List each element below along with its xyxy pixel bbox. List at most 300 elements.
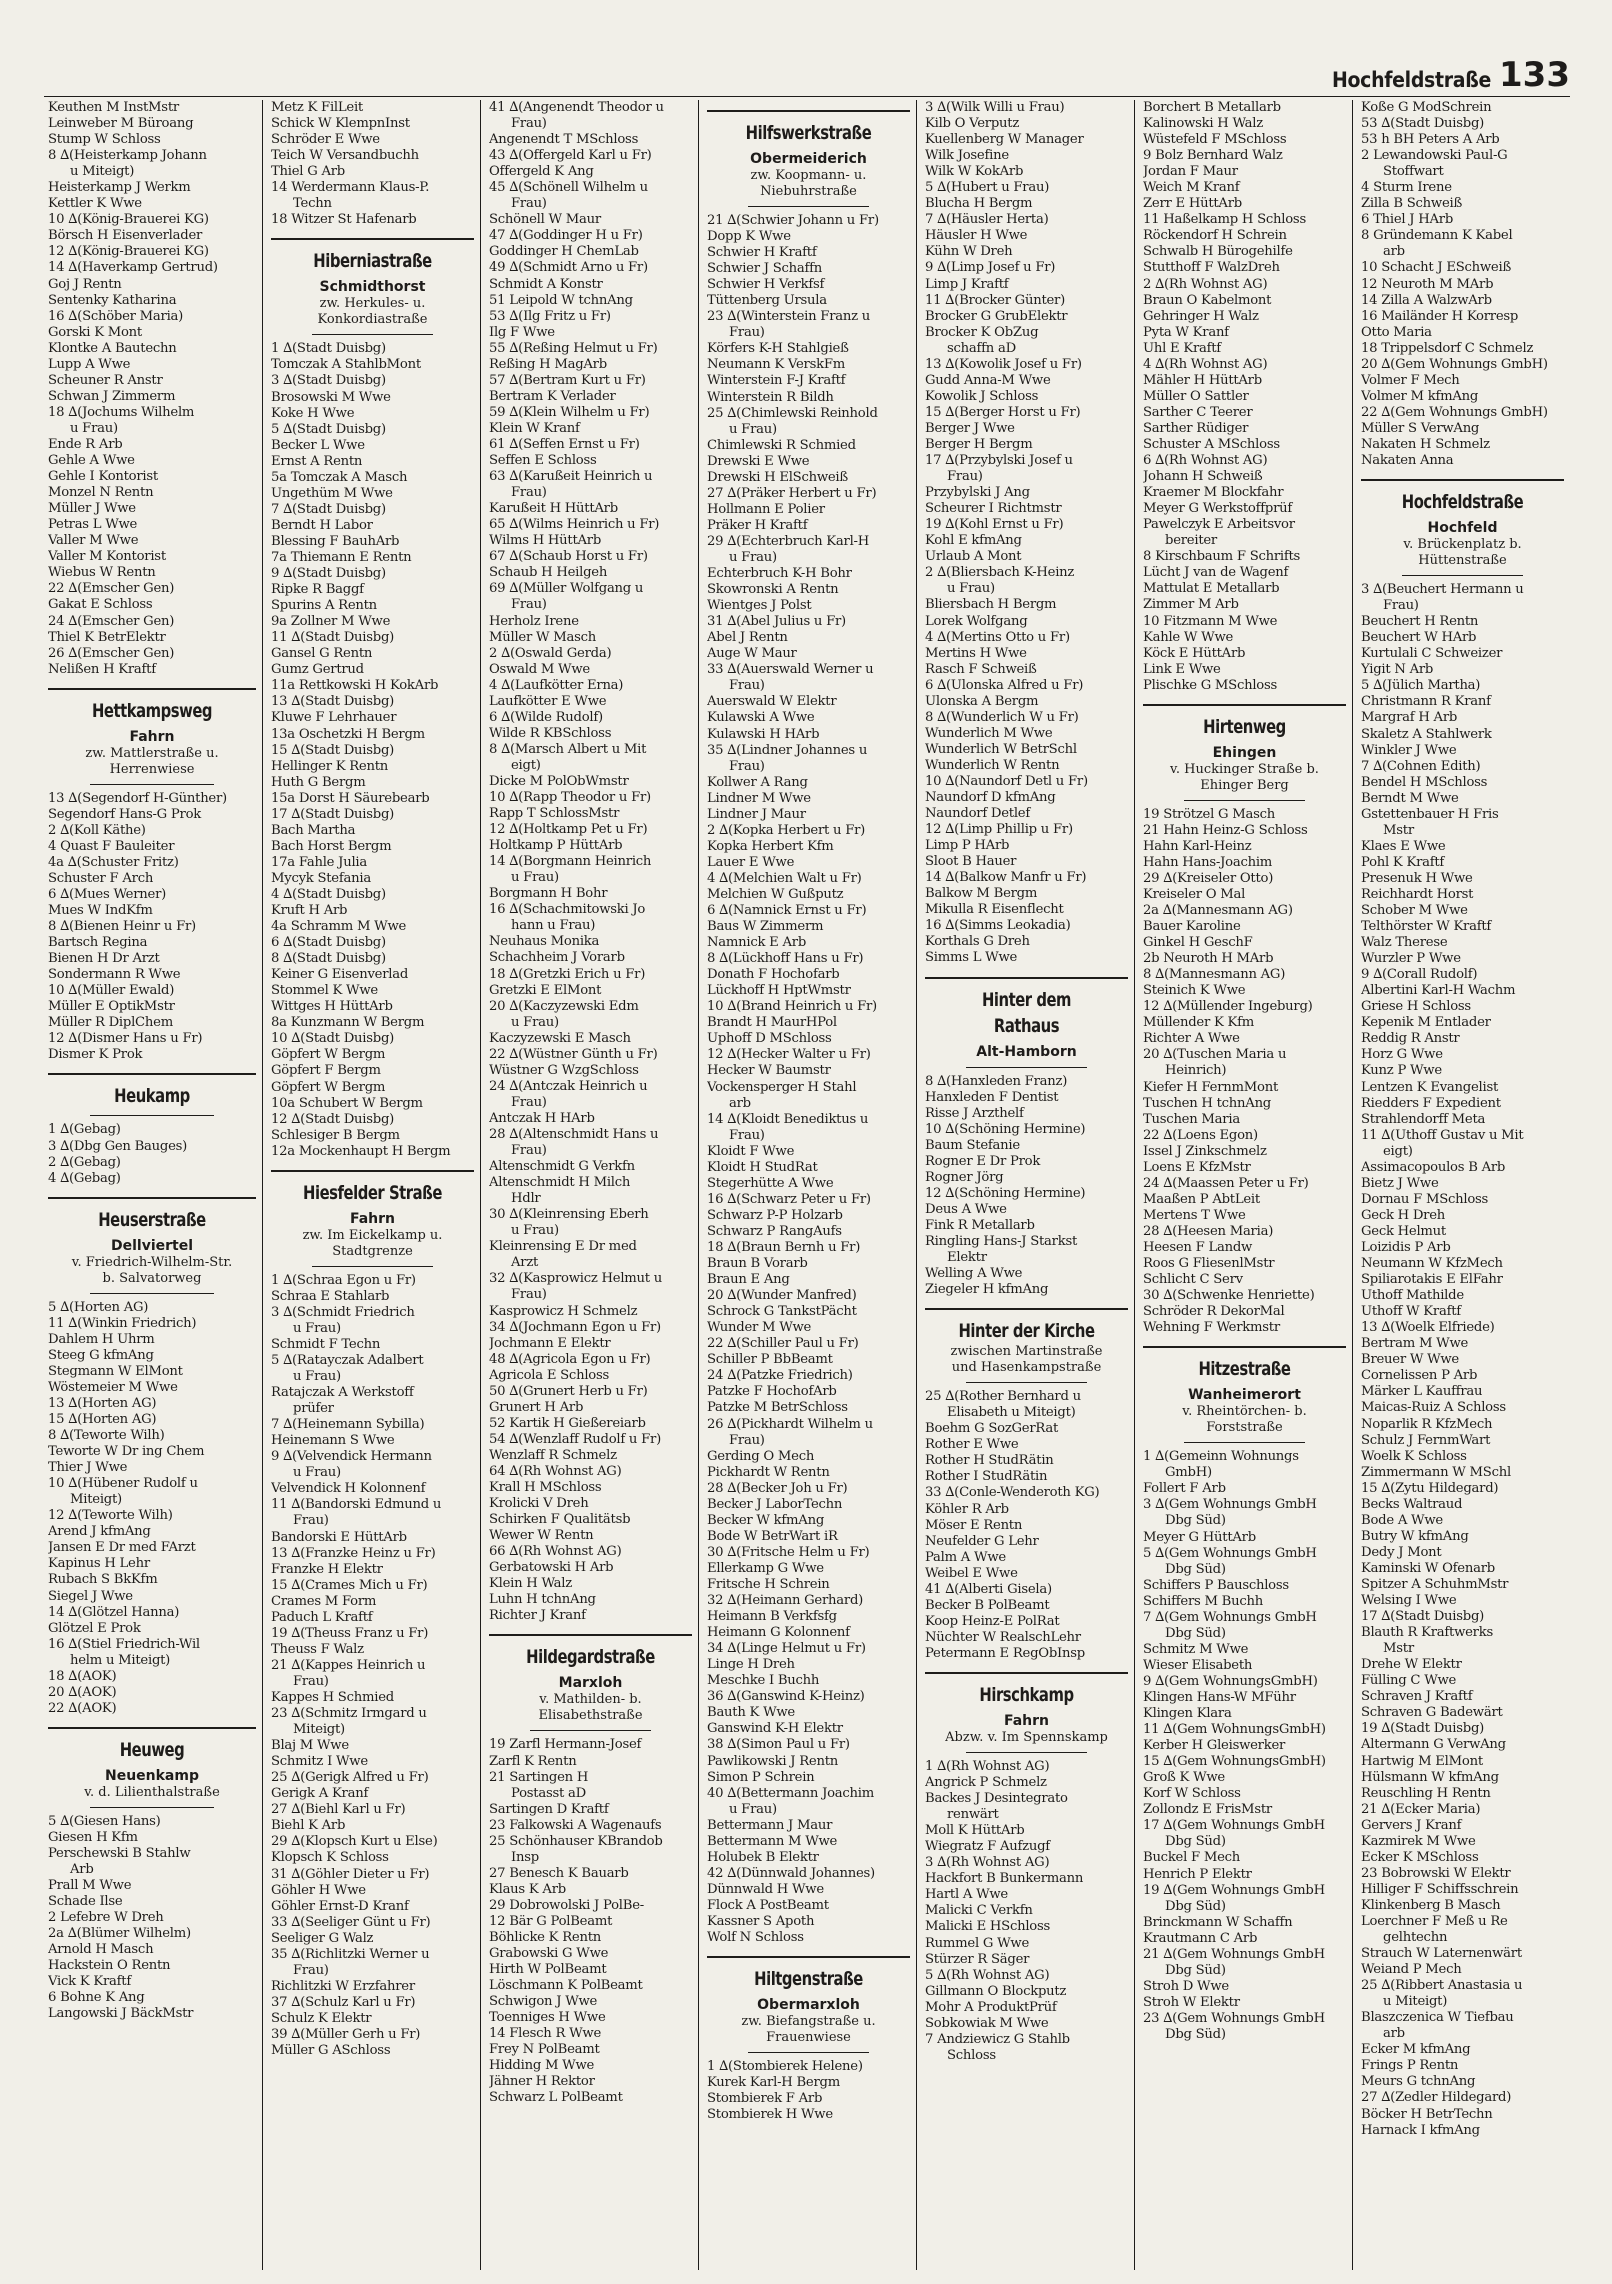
directory-entry: Kowolik J Schloss bbox=[925, 388, 1039, 404]
directory-entry: 10 ∆(Brand Heinrich u Fr) bbox=[707, 999, 877, 1015]
directory-entry: Palm A Wwe bbox=[925, 1549, 1006, 1565]
directory-entry: Tomczak A StahlbMont bbox=[271, 357, 421, 373]
directory-entry: Wiebus W Rentn bbox=[48, 565, 156, 581]
directory-entry: 9 ∆(Stadt Duisbg) bbox=[271, 566, 386, 582]
directory-entry: Schlicht C Serv bbox=[1143, 1272, 1243, 1288]
directory-entry: Arend J kfmAng bbox=[48, 1524, 151, 1540]
section-subrule bbox=[90, 1115, 215, 1116]
entry-continuation: Dbg Süd) bbox=[1165, 1625, 1226, 1641]
section-subrule bbox=[966, 1067, 1088, 1068]
directory-entry: Bach Martha bbox=[271, 822, 356, 838]
directory-entry: Prall M Wwe bbox=[48, 1878, 132, 1894]
directory-entry: 9a Zollner M Wwe bbox=[271, 614, 391, 630]
directory-entry: Grunert H Arb bbox=[489, 1399, 584, 1415]
directory-entry: Kepenik M Entlader bbox=[1361, 1015, 1491, 1031]
directory-entry: 2 ∆(Bliersbach K-Heinz bbox=[925, 565, 1075, 581]
directory-entry: 21 Hahn Heinz-G Schloss bbox=[1143, 822, 1308, 838]
entry-continuation: u Frau) bbox=[511, 1223, 559, 1239]
directory-entry: Drewski H ElSchweiß bbox=[707, 469, 848, 485]
directory-entry: Karußeit H HüttArb bbox=[489, 501, 618, 517]
directory-entry: 11 Haßelkamp H Schloss bbox=[1143, 212, 1306, 228]
entry-continuation: Frau) bbox=[511, 1287, 547, 1303]
directory-entry: 4a ∆(Schuster Fritz) bbox=[48, 854, 179, 870]
directory-entry: Müllender K Kfm bbox=[1143, 1015, 1255, 1031]
directory-entry: Drewski E Wwe bbox=[707, 453, 810, 469]
directory-entry: Wenzlaff R Schmelz bbox=[489, 1447, 617, 1463]
entry-continuation: Dbg Süd) bbox=[1165, 1962, 1226, 1978]
directory-entry: 13 ∆(Segendorf H-Günther) bbox=[48, 790, 227, 806]
directory-entry: Geck Helmut bbox=[1361, 1223, 1446, 1239]
directory-entry: Scheuner R Anstr bbox=[48, 372, 163, 388]
directory-entry: 2 ∆(Kopka Herbert u Fr) bbox=[707, 822, 866, 838]
directory-entry: Limp J Kraftf bbox=[925, 276, 1009, 292]
directory-entry: Klopsch K Schloss bbox=[271, 1850, 389, 1866]
entry-continuation: Frau) bbox=[511, 1094, 547, 1110]
directory-entry: Mertens T Wwe bbox=[1143, 1207, 1246, 1223]
section-rule bbox=[271, 238, 474, 240]
directory-entry: Wunderlich W Rentn bbox=[925, 757, 1060, 773]
directory-entry: 6 ∆(Mues Werner) bbox=[48, 886, 167, 902]
directory-entry: Schiffers P Bauschloss bbox=[1143, 1577, 1289, 1593]
directory-entry: Jordan F Maur bbox=[1143, 164, 1238, 180]
directory-entry: Patzke F HochofArb bbox=[707, 1384, 837, 1400]
directory-entry: Hartl A Wwe bbox=[925, 1887, 1008, 1903]
directory-entry: Fink R Metallarb bbox=[925, 1217, 1035, 1233]
entry-continuation: Postasst aD bbox=[511, 1785, 586, 1801]
directory-entry: Böcker H BetrTechn bbox=[1361, 2106, 1493, 2122]
directory-entry: Herholz Irene bbox=[489, 613, 579, 629]
directory-entry: Gansel G Rentn bbox=[271, 646, 373, 662]
directory-entry: Lorek Wolfgang bbox=[925, 613, 1028, 629]
directory-entry: Schwarz L PolBeamt bbox=[489, 2090, 623, 2106]
section-rule bbox=[48, 688, 256, 690]
directory-entry: Schwier H Kraftf bbox=[707, 245, 817, 261]
directory-entry: Schick W KlempnInst bbox=[271, 116, 410, 132]
directory-entry: 29 ∆(Kreiseler Otto) bbox=[1143, 870, 1274, 886]
directory-entry: Klaus K Arb bbox=[489, 1881, 566, 1897]
directory-entry: Stutthoff F WalzDreh bbox=[1143, 260, 1280, 276]
directory-entry: Seffen E Schloss bbox=[489, 453, 597, 469]
directory-entry: Koop Heinz-E PolRat bbox=[925, 1613, 1060, 1629]
street-section-header bbox=[489, 1634, 692, 1731]
directory-entry: 4a Schramm M Wwe bbox=[271, 919, 407, 935]
street-extent: Stadtgrenze bbox=[332, 1243, 413, 1259]
directory-entry: 14 ∆(Balkow Manfr u Fr) bbox=[925, 870, 1087, 886]
section-subrule bbox=[966, 1382, 1088, 1383]
directory-entry: Hackstein O Rentn bbox=[48, 1958, 171, 1974]
directory-entry: 9 ∆(Velvendick Hermann bbox=[271, 1449, 432, 1465]
directory-entry: 14 Zilla A WalzwArb bbox=[1361, 292, 1492, 308]
directory-entry: Ziegeler H kfmAng bbox=[925, 1282, 1049, 1298]
directory-entry: Ilg F Wwe bbox=[489, 324, 555, 340]
entry-continuation: Frau) bbox=[947, 469, 983, 485]
entry-continuation: u Frau) bbox=[293, 1465, 341, 1481]
directory-entry: 7 Andziewicz G Stahlb bbox=[925, 2031, 1070, 2047]
directory-entry: 38 ∆(Simon Paul u Fr) bbox=[707, 1737, 850, 1753]
directory-entry: Schmitz M Wwe bbox=[1143, 1641, 1249, 1657]
directory-entry: Plischke G MSchloss bbox=[1143, 677, 1278, 693]
directory-entry: 16 Mailänder H Korresp bbox=[1361, 308, 1519, 324]
entry-continuation: Arb bbox=[70, 1862, 94, 1878]
directory-entry: 31 ∆(Abel Julius u Fr) bbox=[707, 614, 846, 630]
directory-entry: Velvendick H Kolonnenf bbox=[271, 1481, 426, 1497]
directory-entry: 41 ∆(Angenendt Theodor u bbox=[489, 100, 664, 115]
directory-entry: Kerber H Gleiswerker bbox=[1143, 1738, 1286, 1754]
directory-entry: Roos G FliesenlMstr bbox=[1143, 1256, 1275, 1272]
directory-entry: 19 Strötzel G Masch bbox=[1143, 806, 1275, 822]
directory-entry: Uthoff W Kraftf bbox=[1361, 1304, 1461, 1320]
directory-entry: Stommel K Wwe bbox=[271, 983, 378, 999]
directory-entry: Butry W kfmAng bbox=[1361, 1528, 1469, 1544]
entry-continuation: Stoffwart bbox=[1383, 164, 1444, 180]
directory-entry: Nüchter W RealschLehr bbox=[925, 1629, 1081, 1645]
directory-entry: 61 ∆(Seffen Ernst u Fr) bbox=[489, 436, 640, 452]
directory-entry: Brosowski M Wwe bbox=[271, 389, 391, 405]
directory-entry: Schrock G TankstPächt bbox=[707, 1304, 857, 1320]
directory-entry: 36 ∆(Ganswind K-Heinz) bbox=[707, 1689, 865, 1705]
directory-entry: 22 ∆(Loens Egon) bbox=[1143, 1127, 1258, 1143]
directory-entry: Müller O Sattler bbox=[1143, 388, 1249, 404]
directory-entry: 10 ∆(Stadt Duisbg) bbox=[271, 1031, 395, 1047]
directory-entry: Luhn H tchnAng bbox=[489, 1592, 596, 1608]
directory-entry: 11 ∆(Gem WohnungsGmbH) bbox=[1143, 1722, 1326, 1738]
directory-entry: Kraemer M Blockfahr bbox=[1143, 485, 1284, 501]
directory-entry: Göpfert F Bergm bbox=[271, 1063, 381, 1079]
directory-entry: Schwan J Zimmerm bbox=[48, 388, 176, 404]
directory-entry: Müller S VerwAng bbox=[1361, 420, 1480, 436]
directory-entry: 18 ∆(Jochums Wilhelm bbox=[48, 404, 195, 420]
entry-continuation: u Miteigt) bbox=[1383, 1994, 1448, 2010]
directory-entry: Toenniges H Wwe bbox=[489, 2010, 606, 2026]
directory-entry: 23 ∆(Winterstein Franz u bbox=[707, 309, 870, 325]
directory-entry: Reddig R Anstr bbox=[1361, 1031, 1460, 1047]
entry-continuation: Frau) bbox=[511, 116, 547, 132]
directory-entry: 33 ∆(Conle-Wenderoth KG) bbox=[925, 1485, 1100, 1501]
district-name: Hochfeld bbox=[1427, 520, 1498, 537]
directory-entry: 6 ∆(Wilde Rudolf) bbox=[489, 709, 603, 725]
section-rule bbox=[1143, 1346, 1346, 1348]
directory-entry: Scheurer I Richtmstr bbox=[925, 501, 1062, 517]
directory-entry: Lauer E Wwe bbox=[707, 854, 795, 870]
directory-entry: Ripke R Baggf bbox=[271, 582, 364, 598]
directory-entry: Kapinus H Lehr bbox=[48, 1556, 150, 1572]
directory-entry: Zimmermann W MSchl bbox=[1361, 1464, 1511, 1480]
directory-entry: Becks Waltraud bbox=[1361, 1496, 1463, 1512]
directory-entry: Ratajczak A Werkstoff bbox=[271, 1385, 414, 1401]
directory-entry: Ungethüm M Wwe bbox=[271, 485, 393, 501]
directory-entry: Kiefer H FernmMont bbox=[1143, 1079, 1279, 1095]
directory-entry: 22 ∆(AOK) bbox=[48, 1700, 117, 1716]
directory-entry: 67 ∆(Schaub Horst u Fr) bbox=[489, 549, 648, 565]
directory-entry: 2 Lewandowski Paul-G bbox=[1361, 148, 1508, 164]
directory-entry: Gehringer H Walz bbox=[1143, 308, 1259, 324]
directory-columns bbox=[44, 100, 1570, 2270]
directory-entry: 7 ∆(Stadt Duisbg) bbox=[271, 501, 386, 517]
directory-entry: Korthals G Dreh bbox=[925, 934, 1030, 950]
directory-entry: Klontke A Bautechn bbox=[48, 340, 177, 356]
entry-continuation: Mstr bbox=[1383, 822, 1414, 838]
directory-entry: Thiel G Arb bbox=[271, 164, 345, 180]
directory-entry: Kettler K Wwe bbox=[48, 196, 142, 212]
directory-entry: 12 ∆(Hecker Walter u Fr) bbox=[707, 1047, 871, 1063]
directory-entry: Kühn W Dreh bbox=[925, 244, 1013, 260]
directory-entry: Goddinger H ChemLab bbox=[489, 244, 639, 260]
directory-entry: 54 ∆(Wenzlaff Rudolf u Fr) bbox=[489, 1431, 661, 1447]
directory-entry: Börsch H Eisenverlader bbox=[48, 228, 203, 244]
directory-entry: Assimacopoulos B Arb bbox=[1361, 1159, 1506, 1175]
directory-entry: Kappes H Schmied bbox=[271, 1689, 394, 1705]
directory-entry: Boehm G SozGerRat bbox=[925, 1421, 1059, 1437]
directory-entry: 10 ∆(Schöning Hermine) bbox=[925, 1121, 1086, 1137]
directory-entry: Kunz P Wwe bbox=[1361, 1063, 1442, 1079]
directory-entry: 3 ∆(Schmidt Friedrich bbox=[271, 1304, 415, 1320]
directory-entry: Keuthen M InstMstr bbox=[48, 100, 179, 115]
directory-entry: Spiliarotakis E ElFahr bbox=[1361, 1272, 1503, 1288]
directory-entry: Bode A Wwe bbox=[1361, 1512, 1443, 1528]
section-subrule bbox=[1184, 800, 1306, 801]
directory-entry: 4 Quast F Bauleiter bbox=[48, 838, 175, 854]
directory-entry: 10 Fitzmann M Wwe bbox=[1143, 613, 1278, 629]
directory-entry: Meyer G HüttArb bbox=[1143, 1529, 1256, 1545]
entry-continuation: arb bbox=[729, 1095, 751, 1111]
directory-entry: 19 ∆(Stadt Duisbg) bbox=[1361, 1721, 1485, 1737]
directory-entry: 4 ∆(Stadt Duisbg) bbox=[271, 886, 386, 902]
directory-entry: 2a ∆(Blümer Wilhelm) bbox=[48, 1926, 191, 1942]
directory-entry: Kulawski A Wwe bbox=[707, 710, 815, 726]
directory-entry: Brocker K ObZug bbox=[925, 324, 1039, 340]
entry-continuation: Dbg Süd) bbox=[1165, 1561, 1226, 1577]
directory-entry: 42 ∆(Dünnwald Johannes) bbox=[707, 1865, 875, 1881]
street-section-header bbox=[925, 1672, 1128, 1753]
directory-entry: Jansen E Dr med FArzt bbox=[48, 1540, 196, 1556]
directory-entry: 4 ∆(Melchien Walt u Fr) bbox=[707, 870, 862, 886]
street-extent: v. Rheintörchen- b. bbox=[1182, 1404, 1307, 1420]
directory-entry: Rother E Wwe bbox=[925, 1437, 1019, 1453]
directory-entry: Kreiseler O Mal bbox=[1143, 886, 1246, 902]
street-extent: v. Brückenplatz b. bbox=[1403, 537, 1522, 553]
directory-entry: 12 ∆(Teworte Wilh) bbox=[48, 1508, 173, 1524]
directory-entry: Walz Therese bbox=[1361, 935, 1448, 951]
directory-entry: 25 Schönhauser KBrandob bbox=[489, 1833, 663, 1849]
directory-entry: Hidding M Wwe bbox=[489, 2058, 595, 2074]
directory-entry: Pyta W Kranf bbox=[1143, 324, 1229, 340]
directory-entry: Issel J Zinkschmelz bbox=[1143, 1143, 1267, 1159]
directory-entry: Flock A PostBeamt bbox=[707, 1897, 829, 1913]
directory-entry: 18 Trippelsdorf C Schmelz bbox=[1361, 340, 1534, 356]
directory-entry: Brandt H MaurHPol bbox=[707, 1015, 837, 1031]
street-section-header bbox=[925, 977, 1128, 1068]
directory-entry: Kohl E kfmAng bbox=[925, 533, 1022, 549]
directory-entry: Grabowski G Wwe bbox=[489, 1946, 609, 1962]
directory-entry: 33 ∆(Seeliger Günt u Fr) bbox=[271, 1914, 431, 1930]
directory-entry: Hollmann E Polier bbox=[707, 501, 825, 517]
directory-entry: Schröder E Wwe bbox=[271, 132, 380, 148]
directory-entry: Loerchner F Meß u Re bbox=[1361, 1913, 1508, 1929]
directory-entry: Teich W Versandbuchh bbox=[271, 148, 419, 164]
street-name: Hirschkamp bbox=[979, 1683, 1074, 1706]
entry-continuation: eigt) bbox=[511, 757, 541, 773]
directory-entry: Zarfl K Rentn bbox=[489, 1753, 577, 1769]
directory-entry: Donath F Hochofarb bbox=[707, 967, 840, 983]
directory-entry: Thier J Wwe bbox=[48, 1460, 128, 1476]
directory-entry: Gorski K Mont bbox=[48, 324, 142, 340]
street-extent: zw. Mattlerstraße u. bbox=[85, 745, 219, 761]
entry-continuation: Frau) bbox=[729, 1127, 765, 1143]
directory-entry: 25 ∆(Chimlewski Reinhold bbox=[707, 405, 878, 421]
entry-continuation: u Frau) bbox=[729, 1801, 777, 1817]
district-name: Schmidthorst bbox=[319, 279, 426, 296]
directory-entry: Stroh W Elektr bbox=[1143, 1994, 1240, 2010]
directory-entry: 3 ∆(Wilk Willi u Frau) bbox=[925, 100, 1065, 115]
directory-entry: Linge H Dreh bbox=[707, 1657, 795, 1673]
directory-entry: 12a Mockenhaupt H Bergm bbox=[271, 1143, 451, 1159]
entry-continuation: Frau) bbox=[511, 485, 547, 501]
directory-entry: 34 ∆(Jochmann Egon u Fr) bbox=[489, 1319, 661, 1335]
directory-entry: 2 ∆(Rh Wohnst AG) bbox=[1143, 276, 1268, 292]
entry-continuation: u Frau) bbox=[729, 421, 777, 437]
directory-entry: 19 ∆(Gem Wohnungs GmbH bbox=[1143, 1882, 1325, 1898]
directory-entry: 10 ∆(Naundorf Detl u Fr) bbox=[925, 773, 1088, 789]
directory-entry: Meyer G Werkstoffprüf bbox=[1143, 501, 1293, 517]
directory-entry: 26 ∆(Emscher Gen) bbox=[48, 645, 175, 661]
directory-entry: Holubek B Elektr bbox=[707, 1849, 819, 1865]
section-rule bbox=[925, 977, 1128, 979]
directory-entry: 12 ∆(Schöning Hermine) bbox=[925, 1185, 1086, 1201]
directory-entry: Uphoff D MSchloss bbox=[707, 1031, 832, 1047]
directory-entry: Dünnwald H Wwe bbox=[707, 1881, 824, 1897]
street-section-header bbox=[48, 688, 256, 785]
directory-entry: Monzel N Rentn bbox=[48, 485, 154, 501]
section-subrule bbox=[748, 2052, 870, 2053]
directory-entry: Petras L Wwe bbox=[48, 517, 138, 533]
directory-entry: 18 ∆(Gretzki Erich u Fr) bbox=[489, 966, 646, 982]
directory-entry: 25 ∆(Rother Bernhard u bbox=[925, 1389, 1081, 1405]
entry-continuation: Frau) bbox=[1383, 598, 1419, 614]
directory-entry: Kluwe F Lehrhauer bbox=[271, 710, 397, 726]
directory-entry: 53 ∆(Stadt Duisbg) bbox=[1361, 116, 1485, 132]
directory-entry: Dornau F MSchloss bbox=[1361, 1191, 1489, 1207]
directory-entry: Fülling C Wwe bbox=[1361, 1673, 1457, 1689]
section-rule bbox=[489, 1634, 692, 1636]
directory-entry: Bach Horst Bergm bbox=[271, 838, 392, 854]
directory-entry: 18 ∆(AOK) bbox=[48, 1668, 117, 1684]
directory-entry: Nelißen H Kraftf bbox=[48, 661, 156, 677]
directory-entry: Mycyk Stefania bbox=[271, 870, 371, 886]
directory-entry: Tuschen H tchnAng bbox=[1143, 1095, 1271, 1111]
directory-entry: Welling A Wwe bbox=[925, 1266, 1023, 1282]
directory-entry: 29 Dobrowolski J PolBe- bbox=[489, 1897, 644, 1913]
directory-entry: 1 ∆(Rh Wohnst AG) bbox=[925, 1758, 1050, 1774]
directory-entry: 21 ∆(Gem Wohnungs GmbH bbox=[1143, 1946, 1325, 1962]
directory-entry: 7 ∆(Gem Wohnungs GmbH bbox=[1143, 1609, 1317, 1625]
directory-entry: 21 ∆(Kappes Heinrich u bbox=[271, 1657, 426, 1673]
directory-entry: 6 ∆(Namnick Ernst u Fr) bbox=[707, 903, 867, 919]
directory-entry: Müller J Wwe bbox=[48, 501, 136, 517]
directory-entry: Gstettenbauer H Fris bbox=[1361, 806, 1499, 822]
directory-entry: 21 ∆(Schwier Johann u Fr) bbox=[707, 213, 879, 228]
street-extent: zw. Koopmann- u. bbox=[750, 168, 867, 183]
directory-entry: 23 ∆(Schmitz Irmgard u bbox=[271, 1706, 427, 1722]
directory-entry: Kloidt F Wwe bbox=[707, 1143, 795, 1159]
directory-entry: 4 ∆(Laufkötter Erna) bbox=[489, 677, 624, 693]
directory-entry: Wöstemeier M Wwe bbox=[48, 1379, 178, 1395]
directory-entry: Auerswald W Elektr bbox=[707, 694, 837, 710]
entry-continuation: eigt) bbox=[1383, 1143, 1413, 1159]
directory-entry: Kilb O Verputz bbox=[925, 116, 1020, 132]
directory-entry: Winterstein F-J Kraftf bbox=[707, 373, 846, 389]
directory-entry: Rubach S BkKfm bbox=[48, 1572, 158, 1588]
directory-entry: Gehle A Wwe bbox=[48, 453, 135, 469]
directory-entry: Bendel H MSchloss bbox=[1361, 774, 1488, 790]
directory-entry: Sentenky Katharina bbox=[48, 292, 177, 308]
district-name: Neuenkamp bbox=[104, 1767, 199, 1784]
header-rule bbox=[44, 96, 1570, 97]
directory-entry: 10 ∆(Hübener Rudolf u bbox=[48, 1476, 198, 1492]
street-section-header bbox=[1143, 704, 1346, 801]
directory-entry: 53 h BH Peters A Arb bbox=[1361, 132, 1500, 148]
directory-entry: Klinkenberg B Masch bbox=[1361, 1897, 1501, 1913]
directory-entry: 53 ∆(Ilg Fritz u Fr) bbox=[489, 308, 611, 324]
directory-entry: Ecker M kfmAng bbox=[1361, 2042, 1471, 2058]
directory-entry: Maicas-Ruiz A Schloss bbox=[1361, 1400, 1506, 1416]
directory-entry: Wilk Josefine bbox=[925, 148, 1009, 164]
directory-entry: Kollwer A Rang bbox=[707, 774, 808, 790]
directory-entry: Neumann W KfzMech bbox=[1361, 1256, 1503, 1272]
directory-entry: Kassner S Apoth bbox=[707, 1913, 815, 1929]
directory-entry: Koße G ModSchrein bbox=[1361, 100, 1492, 115]
directory-entry: Malicki C Verkfn bbox=[925, 1903, 1033, 1919]
directory-entry: 1 ∆(Stadt Duisbg) bbox=[271, 341, 386, 357]
directory-entry: Margraf H Arb bbox=[1361, 710, 1458, 726]
directory-entry: 20 ∆(Gem Wohnungs GmbH) bbox=[1361, 356, 1548, 372]
directory-entry: Reßing H MagArb bbox=[489, 356, 607, 372]
directory-entry: Baus W Zimmerm bbox=[707, 919, 824, 935]
directory-entry: Ellerkamp G Wwe bbox=[707, 1560, 824, 1576]
district-name: Obermarxloh bbox=[757, 1997, 860, 2014]
directory-entry: 21 Sartingen H bbox=[489, 1769, 589, 1785]
directory-entry: 1 ∆(Schraa Egon u Fr) bbox=[271, 1272, 416, 1288]
directory-entry: 17 ∆(Stadt Duisbg) bbox=[271, 806, 395, 822]
directory-entry: 19 Zarfl Hermann-Josef bbox=[489, 1737, 642, 1753]
directory-entry: 6 Thiel J HArb bbox=[1361, 212, 1454, 228]
section-subrule bbox=[1402, 575, 1524, 576]
directory-entry: Stürzer R Säger bbox=[925, 1951, 1030, 1967]
directory-entry: Sarther C Teerer bbox=[1143, 404, 1253, 420]
directory-entry: Schiller P BbBeamt bbox=[707, 1352, 833, 1368]
directory-entry: Wüstefeld F MSchloss bbox=[1143, 132, 1287, 148]
directory-entry: Wilms H HüttArb bbox=[489, 533, 602, 549]
district-name: Ehingen bbox=[1212, 744, 1277, 761]
street-extent: b. Salvatorweg bbox=[102, 1270, 202, 1286]
column-2 bbox=[262, 100, 480, 2270]
directory-entry: Ulonska A Bergm bbox=[925, 693, 1039, 709]
directory-entry: Welsing I Wwe bbox=[1361, 1593, 1457, 1609]
directory-entry: Pohl K Kraftf bbox=[1361, 854, 1445, 870]
directory-entry: 18 Witzer St Hafenarb bbox=[271, 212, 417, 228]
directory-entry: Presenuk H Wwe bbox=[1361, 870, 1473, 886]
entry-continuation: Elektr bbox=[947, 1250, 987, 1266]
section-rule bbox=[707, 1956, 910, 1958]
directory-entry: Rother I StudRätin bbox=[925, 1469, 1048, 1485]
street-section-header bbox=[707, 110, 910, 207]
directory-entry: Präker H Kraftf bbox=[707, 517, 808, 533]
directory-entry: Schraven J Kraftf bbox=[1361, 1689, 1473, 1705]
directory-entry: Wunderlich W BetrSchl bbox=[925, 741, 1077, 757]
directory-entry: Hahn Karl-Heinz bbox=[1143, 838, 1252, 854]
directory-entry: Lückhoff H HptWmstr bbox=[707, 983, 851, 999]
directory-entry: 5 ∆(Horten AG) bbox=[48, 1299, 149, 1315]
street-extent: zw. Herkules- u. bbox=[319, 296, 426, 312]
